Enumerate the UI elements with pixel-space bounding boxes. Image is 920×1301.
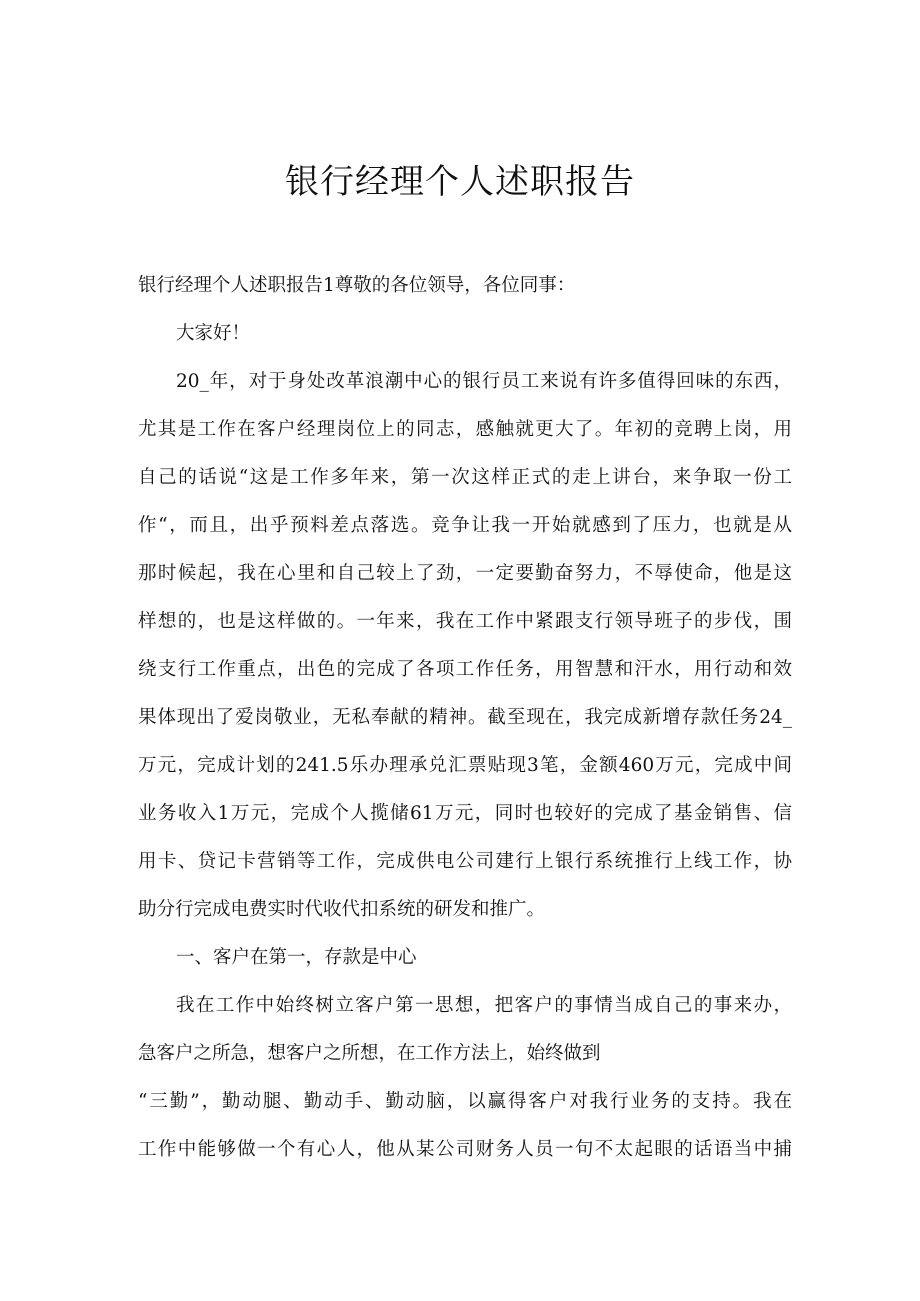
paragraph-line: “三勤”，勤动腿、勤动手、勤动脑，以赢得客户对我行业务的支持。我在 <box>138 1091 792 1112</box>
paragraph-line: 万元，完成计划的241.5乐办理承兑汇票贴现3笔，金额460万元，完成中间 <box>138 755 792 776</box>
paragraph-line: 绕支行工作重点，出色的完成了各项工作任务，用智慧和汗水，用行动和效 <box>138 659 792 680</box>
paragraph-line: 业务收入1万元，完成个人揽储61万元，同时也较好的完成了基金销售、信 <box>138 803 792 824</box>
paragraph-line: 我在工作中始终树立客户第一思想，把客户的事情当成自己的事来办， <box>176 995 792 1016</box>
paragraph-line: 自己的话说“这是工作多年来，第一次这样正式的走上讲台，来争取一份工 <box>138 467 792 488</box>
paragraph-line: 样想的，也是这样做的。一年来，我在工作中紧跟支行领导班子的步伐，围 <box>138 611 792 632</box>
paragraph-line: 急客户之所急，想客户之所想，在工作方法上，始终做到 <box>138 1043 601 1064</box>
paragraph-line: 果体现出了爱岗敬业，无私奉献的精神。截至现在，我完成新增存款任务24_ <box>138 707 792 728</box>
paragraph-line: 20_年，对于身处改革浪潮中心的银行员工来说有许多值得回味的东西， <box>176 371 792 392</box>
paragraph-line: 助分行完成电费实时代收代扣系统的研发和推广。 <box>138 899 546 920</box>
paragraph-line: 尤其是工作在客户经理岗位上的同志，感触就更大了。年初的竞聘上岗，用 <box>138 419 792 440</box>
paragraph-line: 作“，而且，出乎预料差点落选。竞争让我一开始就感到了压力，也就是从 <box>138 515 792 536</box>
salutation-line: 大家好！ <box>176 323 251 344</box>
paragraph-line: 工作中能够做一个有心人，他从某公司财务人员一句不太起眼的话语当中捕 <box>138 1139 792 1160</box>
document-title: 银行经理个人述职报告 <box>285 162 635 202</box>
paragraph-line: 那时候起，我在心里和自己较上了劲，一定要勤奋努力，不辱使命，他是这 <box>138 563 792 584</box>
section-heading: 一、客户在第一，存款是中心 <box>176 947 417 968</box>
greeting-line: 银行经理个人述职报告1尊敬的各位领导，各位同事： <box>138 275 576 296</box>
document-body <box>138 262 792 1174</box>
paragraph-line: 用卡、贷记卡营销等工作，完成供电公司建行上银行系统推行上线工作，协 <box>138 851 792 872</box>
